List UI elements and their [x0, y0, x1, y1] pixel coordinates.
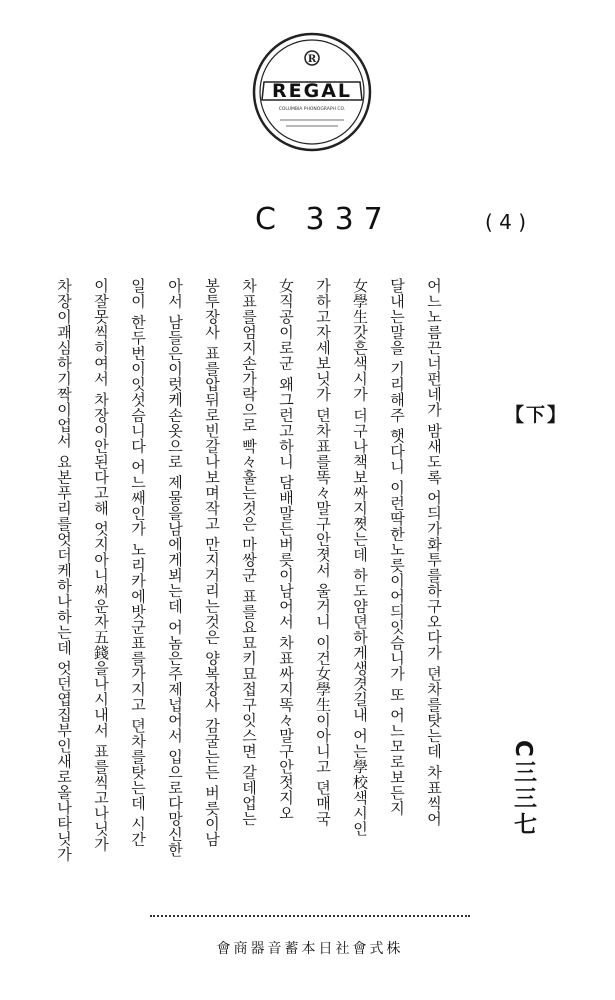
lyric-column-2: 달내는말을 기리해주 햇다니 이런딱한노릇이어듸잇슴니가 또 어느모로보든지 [388, 278, 406, 816]
section-mark-lower: 【下】 [505, 404, 569, 426]
catalog-number-kanji: C三三七 [510, 740, 536, 838]
lyric-column-3: 女學生갓흔색시가 더구나책보싸지쪗는데 하도얌뎐하게생겻길내 어는學校색시인 [351, 278, 369, 837]
part-number: ( 4 ) [485, 210, 527, 234]
crest-initial: R [307, 54, 317, 65]
lyric-column-9: 일이 한두번이잇섯슴니다 어느쌔인가 노리카에밧군표를가지고 뎐차를탓는데 시간 [129, 278, 147, 847]
lyric-column-5: 女직공이로군 왜그런고하니 담배말든버릇이남어서 차표싸지똑々말구안젓지오 [277, 278, 295, 821]
regal-seal [250, 30, 374, 154]
lyric-column-7: 봉투장사 표를압뒤로빈갈나보며작고 만지거리는것은 양복장사 감굴는든 버릇이남 [203, 278, 221, 847]
regal-seal-icon [250, 30, 374, 154]
lyric-column-8: 아서 남들은이럿케손옷으로 제물을남에게뵈는데 어놈은주제넙어서 입으로다망신한 [166, 278, 184, 858]
lyrics-text [55, 278, 452, 863]
lyric-column-1: 어느노름끈너펀네가 밤새도록 어듸가화투를하구오다가 뎐차를탓는데 차표씩어 [425, 278, 443, 827]
brand-fine-print: COLUMBIA PHONOGRAPH CO. [278, 107, 346, 112]
catalog-number: C 337 [255, 202, 393, 237]
publisher-name: 會商器音蓄本日社會式株 [216, 941, 404, 957]
lyric-column-6: 차표를엄지손가락으로 빡々훌는것은 마쌍군 표를요묘키묘접구잇스면 갈데업는 [240, 278, 258, 827]
lyric-column-10: 이잘못씩히여서 차장이안된다고해 엇지아니써운자五錢을나시내서 표를씩고나닛가 [92, 278, 110, 852]
lyric-column-11: 차장이괘심하기짝이업서 요본푸리를엇더케하나하는데 엇던엽집부인새로올나타닛가 [55, 278, 73, 863]
dotted-divider [150, 915, 470, 917]
brand-name: REGAL [271, 80, 353, 102]
lyric-column-4: 가하고자세보닛가 뎐차표를똑々말구안졋서 울거니 이건女學生이아니고 뎐매국 [314, 278, 332, 827]
